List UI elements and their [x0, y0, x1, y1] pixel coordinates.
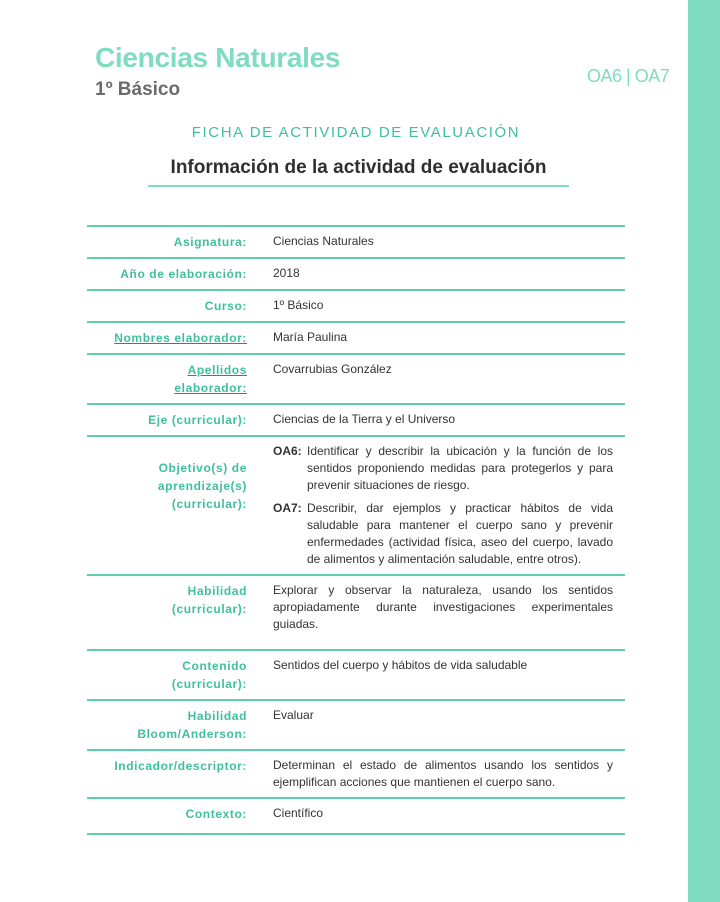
row-label: Indicador/descriptor: — [114, 759, 247, 773]
table-row — [87, 798, 625, 834]
row-label: Habilidad (curricular): — [171, 584, 247, 616]
spellcheck-flagged-label: Nombres elaborador: — [114, 331, 247, 345]
objective-code: OA6: — [273, 444, 302, 458]
row-value: Ciencias de la Tierra y el Universo — [273, 412, 456, 426]
row-value: Científico — [273, 806, 324, 820]
row-label: Curso: — [204, 299, 247, 313]
row-value: 1º Básico — [273, 298, 324, 312]
row-value: 2018 — [273, 266, 300, 280]
table-row — [87, 700, 625, 750]
row-value: Evaluar — [273, 708, 314, 722]
row-label: Año de elaboración: — [120, 267, 247, 281]
section-title: Información de la actividad de evaluación — [170, 157, 547, 178]
row-value: Ciencias Naturales — [273, 234, 374, 248]
row-label: Asignatura: — [173, 235, 247, 249]
objective-code: OA7: — [273, 501, 302, 515]
table-row — [87, 354, 625, 404]
row-value: Determinan el estado de alimentos usando los sentidos y ejemplifican acciones que mantienen el cuerpo sano. — [273, 758, 613, 789]
oa-tag: OA6 | OA7 — [587, 66, 670, 86]
row-value: Sentidos del cuerpo y hábitos de vida saludable — [273, 658, 528, 672]
row-label: Eje (curricular): — [148, 413, 247, 427]
table-row — [87, 290, 625, 322]
fiche-title: FICHA DE ACTIVIDAD DE EVALUACIÓN — [191, 124, 521, 141]
row-label: Contexto: — [185, 807, 247, 821]
table-row — [87, 650, 625, 700]
table-row — [87, 575, 625, 650]
row-label: Contenido (curricular): — [171, 659, 247, 691]
row-label: Habilidad Bloom/Anderson: — [137, 709, 247, 741]
row-label — [87, 322, 273, 354]
table-row — [87, 750, 625, 798]
objective-item — [273, 500, 613, 568]
activity-info-table — [87, 225, 625, 835]
objective-item — [273, 443, 613, 494]
spellcheck-flagged-label: Apellidos elaborador: — [174, 363, 247, 395]
grade-subtitle: 1º Básico — [95, 79, 181, 100]
row-label — [87, 354, 273, 404]
table-row — [87, 258, 625, 290]
row-value: Covarrubias González — [273, 362, 392, 376]
row-value: Explorar y observar la naturaleza, usando los sentidos apropiadamente durante investigaciones experimentales guiadas. — [273, 583, 613, 631]
table-row — [87, 436, 625, 575]
section-title-underline — [148, 185, 569, 187]
table-row — [87, 322, 625, 354]
table-row — [87, 404, 625, 436]
row-value: María Paulina — [273, 330, 348, 344]
objective-text: Identificar y describir la ubicación y la función de los sentidos proponiendo medidas para protegerlos y para prevenir situaciones de riesgo. — [307, 444, 613, 492]
row-value — [273, 436, 625, 575]
subject-title: Ciencias Naturales — [95, 42, 341, 73]
table-row — [87, 226, 625, 258]
objective-text: Describir, dar ejemplos y practicar hábitos de vida saludable para mantener el cuerpo sano y prevenir enfermedades (actividad física, aseo del cuerpo, lavado de alimentos y alimentación saludable, entre otros). — [307, 501, 613, 566]
row-label: Objetivo(s) de aprendizaje(s) (curricular): — [157, 461, 247, 511]
